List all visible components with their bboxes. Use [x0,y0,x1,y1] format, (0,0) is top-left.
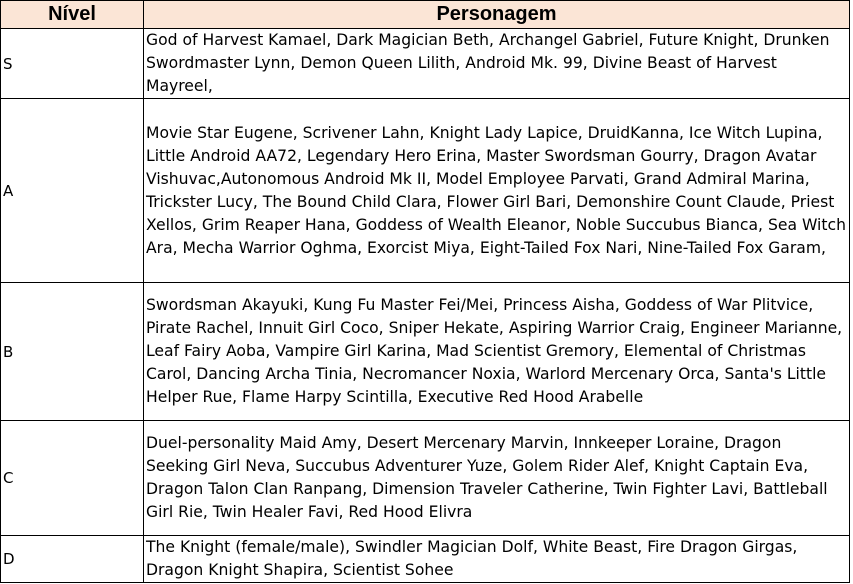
tier-row-a [1,99,850,283]
tier-row-b [1,283,850,421]
tier-label: D [1,536,144,583]
tier-row-c [1,421,850,536]
character-list [144,536,850,583]
character-column-header: Personagem [144,1,850,29]
character-list [144,421,850,536]
tier-label: B [1,283,144,421]
character-list-text: The Knight (female/male), Swindler Magician Dolf, White Beast, Fire Dragon Girgas, Dragon Knight Shapira, Scientist Sohee [146,538,798,579]
character-list-text: Movie Star Eugene, Scrivener Lahn, Knight Lady Lapice, DruidKanna, Ice Witch Lupina, Little Android AA72, Legendary Hero Erina, Master Swordsman Gourry, Dragon Avatar Vishuvac,Autonomous Android Mk II, Model Employee Parvati, Grand Admiral Marina, Trickster Lucy, The Bound Child Clara, Flower Girl Bari, Demonshire Count Claude, Priest Xellos, Grim Reaper Hana, Goddess of Wealth Eleanor, Noble Succubus Bianca, Sea Witch Ara, Mecha Warrior Oghma, Exorcist Miya, Eight-Tailed Fox Nari, Nine-Tailed Fox Garam, [146,123,846,257]
tier-column-header: Nível [1,1,144,29]
character-list-text: Swordsman Akayuki, Kung Fu Master Fei/Mei, Princess Aisha, Goddess of War Plitvice, Pirate Rachel, Innuit Girl Coco, Sniper Hekate, Aspiring Warrior Craig, Engineer Marianne, Leaf Fairy Aoba, Vampire Girl Karina, Mad Scientist Gremory, Elemental of Christmas Carol, Dancing Archa Tinia, Necromancer Noxia, Warlord Mercenary Orca, Santa's Little Helper Rue, Flame Harpy Scintilla, Executive Red Hood Arabelle [146,296,843,406]
header-row [1,1,850,29]
character-list [144,29,850,99]
character-list [144,99,850,283]
tier-row-s [1,29,850,99]
tier-row-d [1,536,850,583]
character-list-text: Duel-personality Maid Amy, Desert Mercenary Marvin, Innkeeper Loraine, Dragon Seeking Girl Neva, Succubus Adventurer Yuze, Golem Rider Alef, Knight Captain Eva, Dragon Talon Clan Ranpang, Dimension Traveler Catherine, Twin Fighter Lavi, Battleball Girl Rie, Twin Healer Favi, Red Hood Elivra [146,434,828,521]
tier-label: S [1,29,144,99]
character-list [144,283,850,421]
character-list-text: God of Harvest Kamael, Dark Magician Beth, Archangel Gabriel, Future Knight, Drunken Swordmaster Lynn, Demon Queen Lilith, Android Mk. 99, Divine Beast of Harvest Mayreel, [146,31,830,95]
tier-label: A [1,99,144,283]
tier-label: C [1,421,144,536]
